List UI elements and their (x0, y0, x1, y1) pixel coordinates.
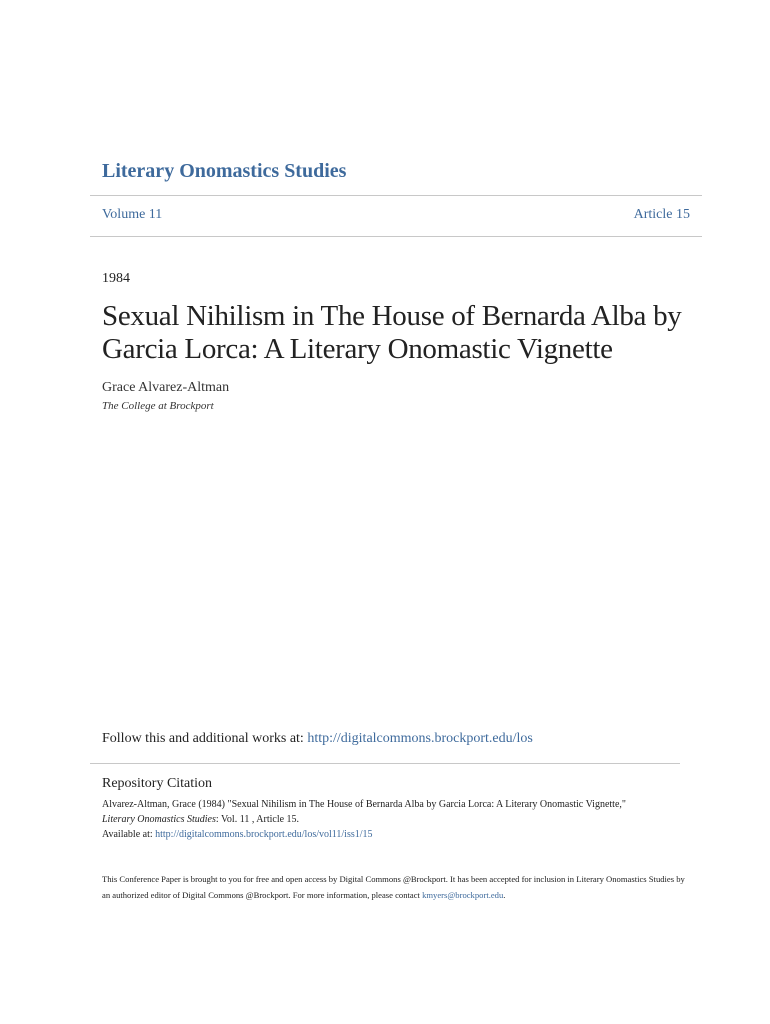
author-name[interactable]: Grace Alvarez-Altman (102, 380, 230, 395)
citation-heading: Repository Citation (102, 776, 213, 791)
citation-divider (90, 763, 680, 764)
follow-label: Follow this and additional works at: (102, 731, 308, 746)
article-url-link[interactable]: http://digitalcommons.brockport.edu/los/vol11/iss1/15 (155, 829, 373, 840)
citation-journal-line (102, 812, 692, 827)
available-label: Available at: (102, 829, 156, 840)
citation-body (102, 797, 692, 842)
notice-text: This Conference Paper is brought to you for free and open access by Digital Commons @Brockport. It has been accepted for inclusion in Literary Onomastics Studies by an authorized editor of Digital Commons @Brockport. For more information, please contact (102, 874, 685, 900)
publication-year: 1984 (102, 271, 130, 286)
journal-title[interactable]: Literary Onomastics Studies (102, 160, 347, 182)
author-affiliation: The College at Brockport (102, 400, 214, 412)
contact-email-link[interactable]: kmyers@brockport.edu (422, 890, 504, 900)
notice-end: . (503, 890, 506, 900)
access-notice (102, 871, 692, 903)
follow-line (102, 731, 533, 747)
top-divider (90, 195, 702, 196)
paper-title: Sexual Nihilism in The House of Bernarda Alba by Garcia Lorca: A Literary Onomastic Vignette (102, 300, 682, 365)
citation-volume: : Vol. 11 , Article 15. (215, 814, 300, 825)
collection-link[interactable]: http://digitalcommons.brockport.edu/los (307, 731, 533, 746)
volume-link[interactable]: Volume 11 (102, 207, 163, 222)
citation-journal: Literary Onomastics Studies (102, 814, 216, 825)
article-link[interactable]: Article 15 (633, 207, 690, 222)
citation-line: Alvarez-Altman, Grace (1984) "Sexual Nihilism in The House of Bernarda Alba by Garcia Lorca: A Literary Onomastic Vignette," (102, 799, 626, 810)
citation-available-line (102, 827, 692, 842)
header-divider (90, 236, 702, 237)
